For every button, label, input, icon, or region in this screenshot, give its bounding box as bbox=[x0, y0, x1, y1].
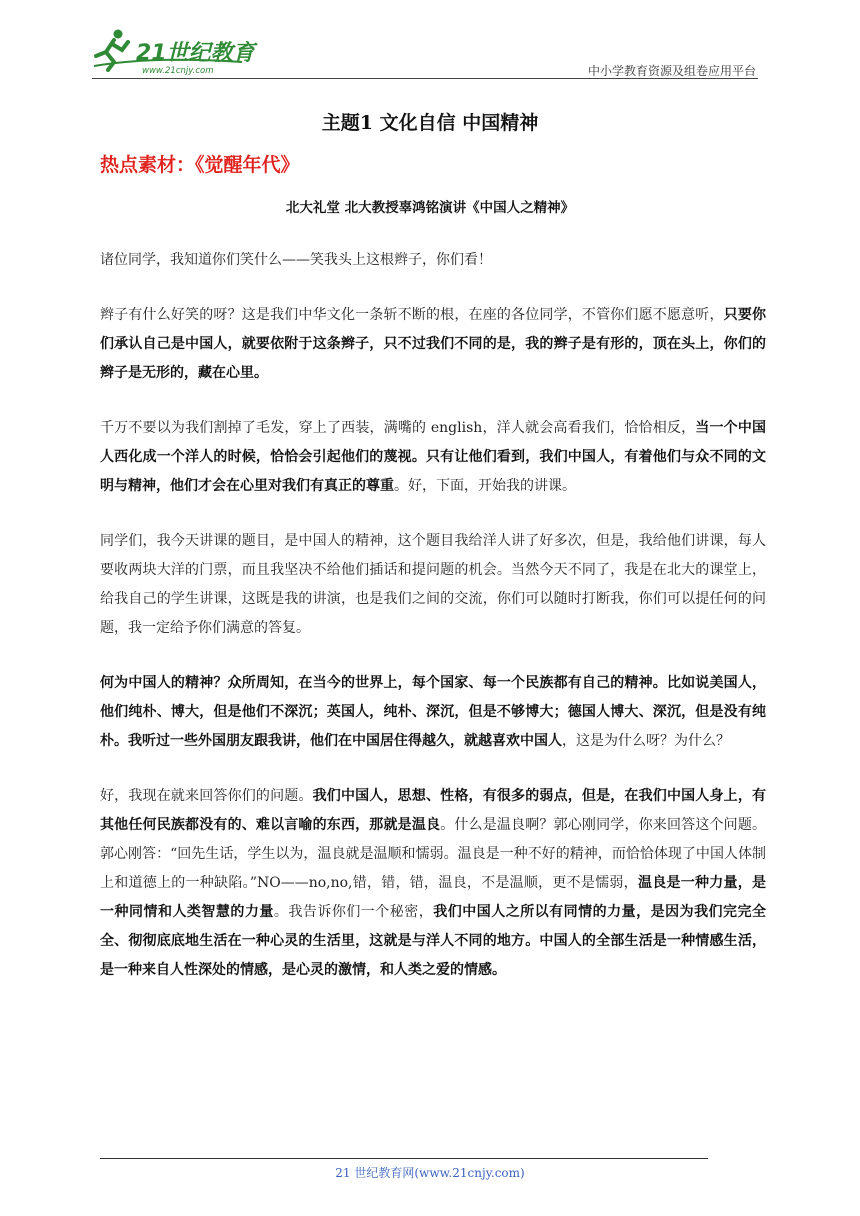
speech-subtitle: 北大礼堂 北大教授辜鸿铭演讲《中国人之精神》 bbox=[285, 200, 575, 216]
text-run: 。我告诉你们一个秘密， bbox=[273, 904, 434, 920]
speech-body bbox=[100, 246, 766, 1011]
footer-link[interactable]: 21 世纪教育网(www.21cnjy.com) bbox=[335, 1166, 525, 1180]
paragraph bbox=[100, 527, 766, 643]
text-run: 好，我现在就来回答你们的问题。 bbox=[100, 788, 313, 804]
paragraph bbox=[100, 782, 766, 985]
bold-text-run: 当一个中国人西化成一个洋人的时候，恰恰会引起他们的蔑视。只有让他们看到，我们中国人，有着他们与众不同的文明与精神，他们才会在心里对我们有真正的尊重 bbox=[100, 420, 767, 494]
bold-text-run: 只要你们承认自己是中国人，就要依附于这条辫子，只不过我们不同的是，我的辫子是有形的，顶在头上，你们的辫子是无形的，藏在心里。 bbox=[100, 307, 767, 381]
text-run: 千万不要以为我们割掉了毛发，穿上了西装，满嘴的 english，洋人就会高看我们，恰恰相反， bbox=[100, 420, 696, 436]
text-run: 诸位同学，我知道你们笑什么——笑我头上这根辫子，你们看！ bbox=[100, 252, 492, 268]
logo-runner-icon bbox=[92, 28, 262, 76]
footer-divider bbox=[100, 1158, 708, 1159]
text-run: 辫子有什么好笑的呀？这是我们中华文化一条斩不断的根，在座的各位同学，不管你们愿不愿意听， bbox=[100, 307, 724, 323]
text-run: 。什么是温良啊？郭心刚同学，你来回答这个问题。郭心刚答：“回先生话，学生以为，温良就是温顺和懦弱。温良是一种不好的精神，而恰恰体现了中国人体制上和道德上的一种缺陷。”NO——no,no,错，错，错，温良，不是温顺，更不是懦弱， bbox=[100, 817, 767, 891]
bold-text-run: 我们中国人之所以有同情的力量，是因为我们完完全全、彻彻底底地生活在一种心灵的生活里，这就是与洋人不同的地方。中国人的全部生活是一种情感生活，是一种来自人性深处的情感，是心灵的激情，和人类之爱的情感。 bbox=[100, 904, 767, 978]
text-run: 同学们，我今天讲课的题目，是中国人的精神，这个题目我给洋人讲了好多次，但是，我给他们讲课，每人要收两块大洋的门票，而且我坚决不给他们插话和提问题的机会。当然今天不同了，我是在北大的课堂上，给我自己的学生讲课，这既是我的讲演，也是我们之间的交流，你们可以随时打断我，你们可以提任何的问题，我一定给予你们满意的答复。 bbox=[100, 533, 766, 636]
logo-url: www.21cnjy.com bbox=[142, 66, 214, 76]
hot-topic-heading: 热点素材：《觉醒年代》 bbox=[100, 154, 300, 176]
platform-label: 中小学教育资源及组卷应用平台 bbox=[587, 64, 756, 78]
paragraph bbox=[100, 301, 766, 388]
header-divider bbox=[92, 78, 758, 79]
paragraph bbox=[100, 414, 766, 501]
logo-text: 21世纪教育 bbox=[136, 41, 255, 66]
bold-text-run: 我们中国人，思想、性格，有很多的弱点，但是，在我们中国人身上，有其他任何民族都没有的、难以言喻的东西，那就是温良 bbox=[100, 788, 766, 833]
bold-text-run: 何为中国人的精神？众所周知，在当今的世界上，每个国家、每一个民族都有自己的精神。比如说美国人，他们纯朴、博大，但是他们不深沉；英国人，纯朴、深沉，但是不够博大；德国人博大、深沉，但是没有纯朴。我听过一些外国朋友跟我讲，他们在中国居住得越久，就越喜欢中国人 bbox=[100, 675, 766, 749]
page-title: 主题1 文化自信 中国精神 bbox=[321, 112, 539, 134]
text-run: 。好，下面，开始我的讲课。 bbox=[394, 478, 576, 494]
page-header bbox=[0, 0, 860, 80]
bold-text-run: 温良是一种力量，是一种同情和人类智慧的力量 bbox=[100, 875, 766, 920]
paragraph bbox=[100, 246, 766, 275]
text-run: ，这是为什么呀？为什么？ bbox=[562, 733, 730, 749]
paragraph bbox=[100, 669, 766, 756]
